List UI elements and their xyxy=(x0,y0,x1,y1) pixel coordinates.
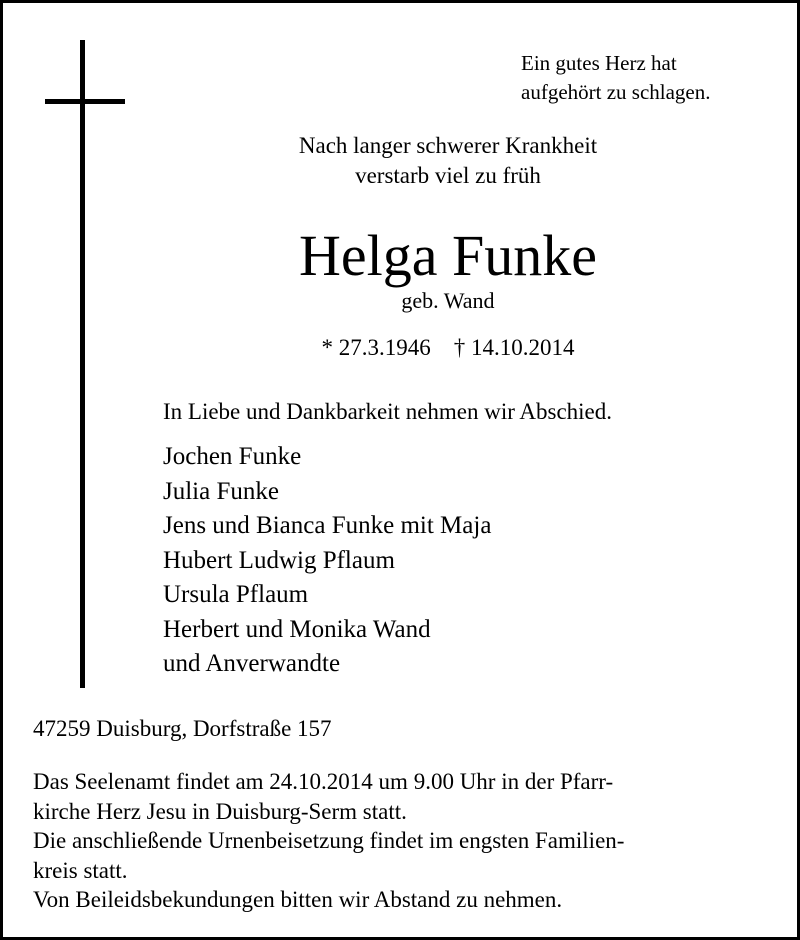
mourner: und Anverwandte xyxy=(163,650,341,677)
life-dates: * 27.3.1946 † 14.10.2014 xyxy=(321,335,575,360)
farewell-text: In Liebe und Dankbarkeit nehmen wir Abschied. xyxy=(163,399,613,424)
info-line: Die anschließende Urnenbeisetzung findet im engsten Familien- xyxy=(33,828,625,853)
info-line: Von Beileidsbekundungen bitten wir Abstand zu nehmen. xyxy=(33,887,563,912)
intro-line: Nach langer schwerer Krankheit xyxy=(298,133,598,158)
motto-line: Ein gutes Herz hat xyxy=(521,51,677,75)
mourner: Hubert Ludwig Pflaum xyxy=(163,546,395,574)
address: 47259 Duisburg, Dorfstraße 157 xyxy=(33,716,332,741)
cross-icon xyxy=(80,40,85,688)
maiden-name: geb. Wand xyxy=(401,288,495,313)
intro-text xyxy=(203,131,693,191)
mourner: Julia Funke xyxy=(163,477,279,505)
motto xyxy=(521,49,711,107)
service-info xyxy=(33,767,624,915)
mourner: Jochen Funke xyxy=(163,443,302,470)
mourner: Ursula Pflaum xyxy=(163,581,309,608)
cross-icon-bar xyxy=(45,99,125,104)
info-line: kirche Herz Jesu in Duisburg-Serm statt. xyxy=(33,798,407,824)
intro-line: verstarb viel zu früh xyxy=(355,163,541,188)
deceased-name: Helga Funke xyxy=(299,223,597,288)
mourner: Herbert und Monika Wand xyxy=(163,615,431,643)
motto-line: aufgehört zu schlagen. xyxy=(521,80,711,104)
info-line: Das Seelenamt findet am 24.10.2014 um 9.00 Uhr in der Pfarr- xyxy=(33,769,614,794)
mourners-list xyxy=(163,440,491,682)
info-line: kreis statt. xyxy=(33,857,128,883)
mourner: Jens und Bianca Funke mit Maja xyxy=(163,512,492,539)
